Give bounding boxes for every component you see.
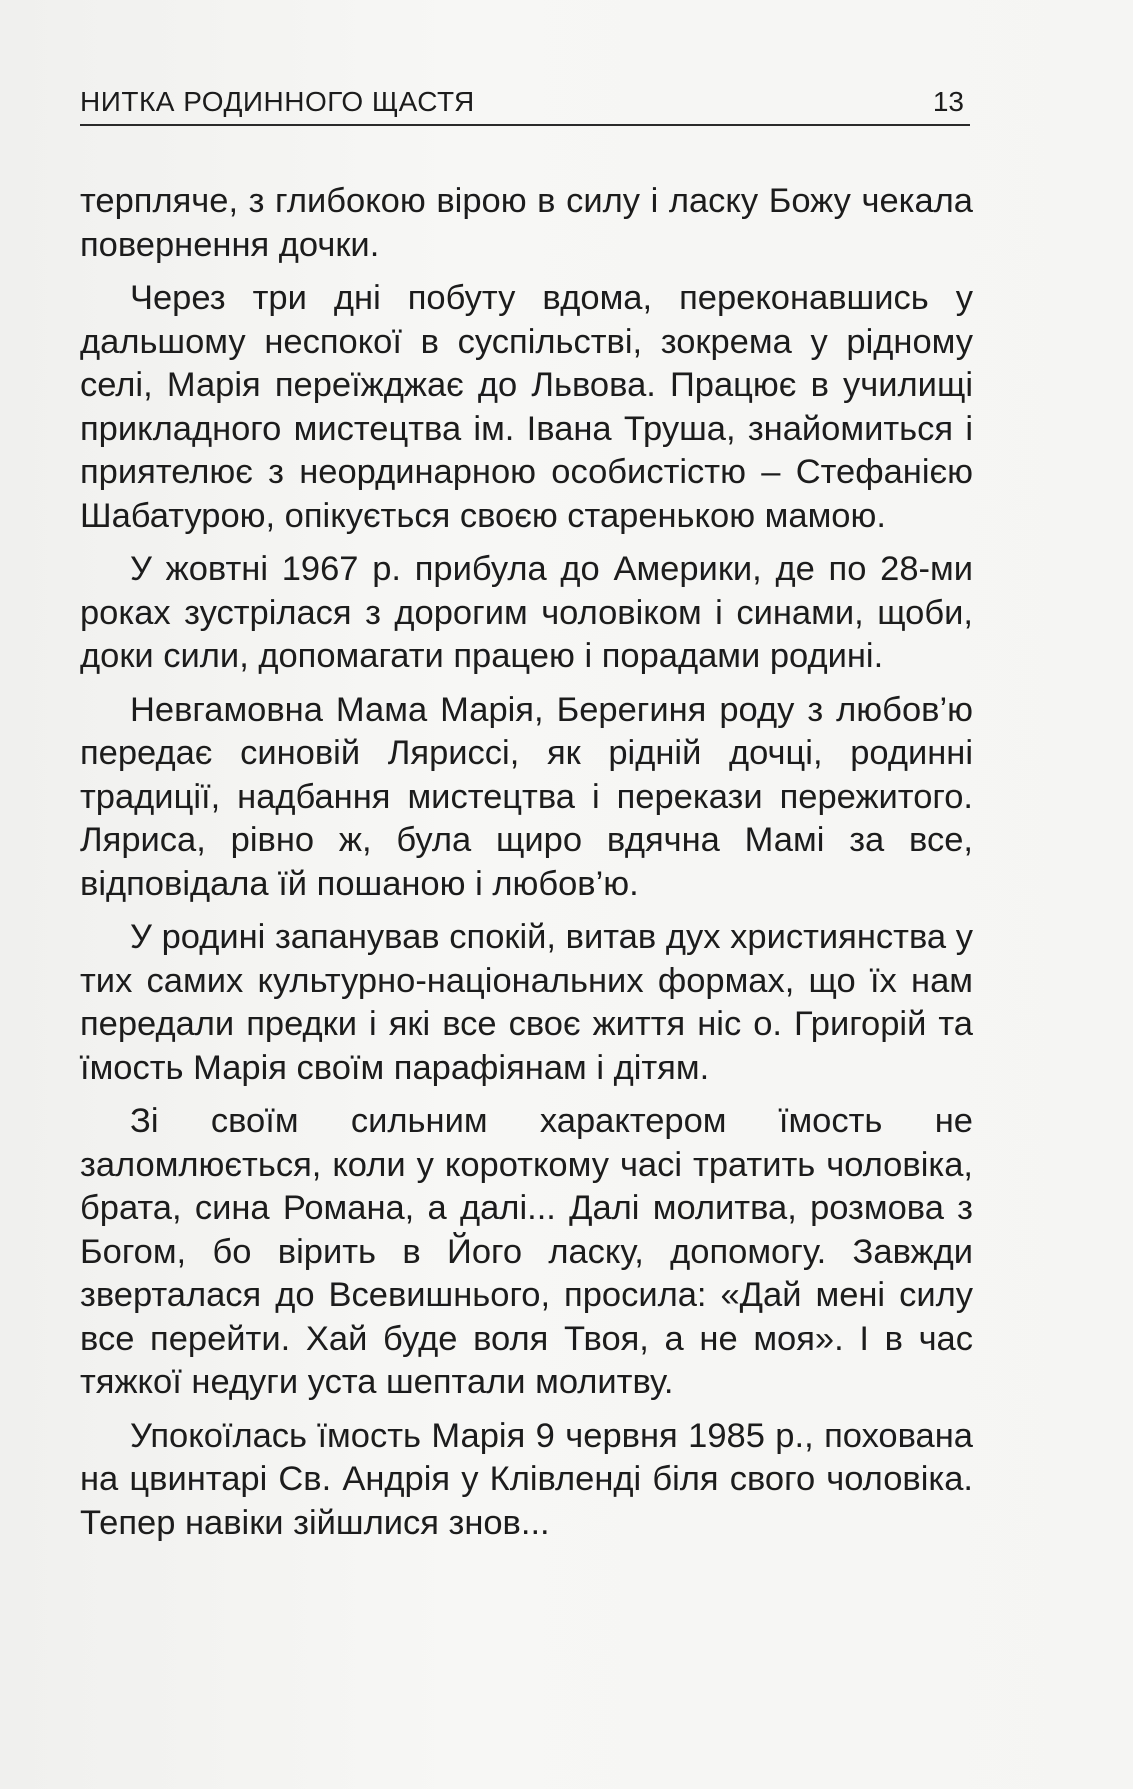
paragraph: терпляче, з глибокою вірою в силу і ласку Божу чекала повернення дочки. <box>80 182 973 264</box>
paragraph: Через три дні побуту вдома, переконавшись у дальшому неспокої в суспільстві, зокрема у рідному селі, Марія переїжджає до Львова. Працює в училищі прикладного мистецтва ім. Івана Труша, знайомиться і приятелює з неординарною особистістю – Стефанією Шабатурою, опікується своєю старенькою мамою. <box>80 279 973 535</box>
body-text <box>80 180 973 1555</box>
paragraph: Упокоїлась їмость Марія 9 червня 1985 р., похована на цвинтарі Св. Андрія у Клівленді біля свого чоловіка. Тепер навіки зійшлися знов... <box>80 1416 973 1542</box>
paragraph: У жовтні 1967 р. прибула до Америки, де по 28-ми роках зустрілася з дорогим чоловіком і синами, щоби, доки сили, допомагати працею і порадами родині. <box>80 550 973 675</box>
paragraph: У родині запанував спокій, витав дух християнства у тих самих культурно-національних формах, що їх нам передали предки і які все своє життя ніс о. Григорій та їмость Марія своїм парафіянам і дітям. <box>80 918 973 1087</box>
page-number: 13 <box>932 86 964 117</box>
running-header <box>80 84 970 126</box>
paragraph: Зі своїм сильним характером їмость не заломлюється, коли у короткому часі тратить чоловіка, брата, сина Романа, а далі... Далі молитва, розмова з Богом, бо вірить в Його ласку, допомогу. Завжди зверталася до Всевишнього, просила: «Дай мені силу все перейти. Хай буде воля Твоя, а не моя». І в час тяжкої недуги уста шептали молитву. <box>80 1102 973 1401</box>
running-title: НИТКА РОДИННОГО ЩАСТЯ <box>80 86 475 117</box>
paragraph: Невгамовна Мама Марія, Берегиня роду з любов’ю передає синовій Ляриссі, як рідній дочці, родинні традиції, надбання мистецтва і перекази пережитого. Ляриса, рівно ж, була щиро вдячна Мамі за все, відповідала їй пошаною і любов’ю. <box>80 690 973 903</box>
